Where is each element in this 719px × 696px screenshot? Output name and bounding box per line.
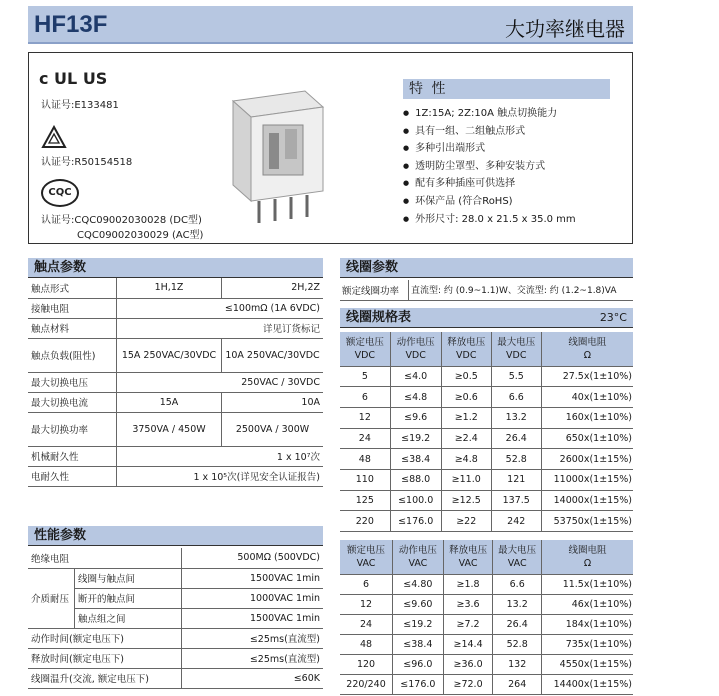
column-header: 动作电压 VAC [393,540,444,574]
table-header-row [340,332,633,366]
table-cell: ≥4.8 [441,449,491,470]
table-row [28,548,323,568]
table-cell: 6.6 [493,574,541,594]
table-row [340,511,633,532]
table-cell: 120 [340,654,393,674]
row-label: 机械耐久性 [28,446,117,466]
table-row [340,280,633,300]
feature-item: ● 1Z:15A; 2Z:10A 触点切换能力 [403,105,576,123]
feature-item: ● 多种引出端形式 [403,140,576,158]
row-value: ≤60K [182,668,324,688]
table-cell: 48 [340,449,390,470]
table-row [340,634,633,654]
table-cell: 110 [340,469,390,490]
row-value: ≤25ms(直流型) [182,648,324,668]
table-cell: ≥12.5 [441,490,491,511]
row-label: 最大切换功率 [28,412,117,446]
table-cell: 125 [340,490,390,511]
table-cell: ≥7.2 [443,614,493,634]
test-temperature: 23°C [599,311,627,324]
table-cell: 11.5x(1±10%) [541,574,633,594]
coil-params-title: 线圈参数 [340,258,633,278]
value-2z: 2500VA / 300W [222,412,324,446]
table-row [340,594,633,614]
value-1z: 15A [117,392,222,412]
table-cell: ≤176.0 [390,511,441,532]
tuv-triangle-icon [41,125,67,149]
table-cell: 14000x(1±15%) [541,490,633,511]
sub-label: 线圈与触点间 [75,568,182,588]
table-cell: 40x(1±10%) [541,387,633,408]
contact-params-table [28,278,323,487]
table-cell: ≥0.5 [441,366,491,387]
table-cell: ≥1.2 [441,407,491,428]
column-header: 释放电压 VAC [443,540,493,574]
table-row [28,372,323,392]
table-cell: 242 [491,511,541,532]
row-value: 详见订货标记 [117,318,324,338]
row-value: 250VAC / 30VDC [117,372,324,392]
table-row [28,298,323,318]
feature-item: ● 具有一组、二组触点形式 [403,123,576,141]
table-row [340,366,633,387]
table-cell: 132 [493,654,541,674]
table-cell: 735x(1±10%) [541,634,633,654]
table-cell: ≥3.6 [443,594,493,614]
table-cell: 650x(1±10%) [541,428,633,449]
row-value: 1500VAC 1min [182,608,324,628]
row-label: 额定线圈功率 [340,280,409,300]
table-cell: 6 [340,574,393,594]
row-label: 释放时间(额定电压下) [28,648,182,668]
table-row [28,628,323,648]
row-label: 最大切换电流 [28,392,117,412]
table-cell: 160x(1±10%) [541,407,633,428]
table-cell: 5 [340,366,390,387]
value-1z: 1H,1Z [117,278,222,298]
table-cell: 26.4 [491,428,541,449]
feature-item: ● 外形尺寸: 28.0 x 21.5 x 35.0 mm [403,211,576,229]
row-label: 最大切换电压 [28,372,117,392]
table-cell: 13.2 [491,407,541,428]
value-1z: 3750VA / 450W [117,412,222,446]
table-cell: 220 [340,511,390,532]
table-row [28,318,323,338]
row-label: 介质耐压 [28,568,75,628]
table-row [340,407,633,428]
row-value: 1500VAC 1min [182,568,324,588]
table-row [28,466,323,486]
column-header: 额定电压 VAC [340,540,393,574]
table-cell: ≥11.0 [441,469,491,490]
table-row [28,446,323,466]
table-row [28,568,323,588]
table-cell: 5.5 [491,366,541,387]
table-cell: ≥72.0 [443,674,493,694]
table-cell: ≤176.0 [393,674,444,694]
row-label: 接触电阻 [28,298,117,318]
table-row [28,412,323,446]
table-cell: ≥22 [441,511,491,532]
table-row [340,469,633,490]
row-label: 触点材料 [28,318,117,338]
relay-product-image [215,81,331,231]
table-row [28,648,323,668]
table-row [340,449,633,470]
table-row [340,574,633,594]
table-cell: 6.6 [491,387,541,408]
table-cell: 26.4 [493,614,541,634]
table-cell: 52.8 [491,449,541,470]
table-cell: ≤19.2 [393,614,444,634]
table-cell: 11000x(1±15%) [541,469,633,490]
table-cell: 12 [340,407,390,428]
column-header: 最大电压 VDC [491,332,541,366]
feature-item: ● 环保产品 (符合RoHS) [403,193,576,211]
ul-cert-number: 认证号:E133481 [41,100,119,111]
value-2z: 2H,2Z [222,278,324,298]
table-cell: ≥0.6 [441,387,491,408]
table-row [340,490,633,511]
row-label: 线圈温升(交流, 额定电压下) [28,668,182,688]
row-value: ≤100mΩ (1A 6VDC) [117,298,324,318]
coil-spec-title-text: 线圈规格表 [346,310,412,325]
model-name: HF13F [34,11,108,38]
column-header: 额定电压 VDC [340,332,390,366]
sub-label: 触点组之间 [75,608,182,628]
table-cell: ≤96.0 [393,654,444,674]
row-value: 500MΩ (500VDC) [182,548,324,568]
row-label: 动作时间(额定电压下) [28,628,182,648]
row-value: 1 x 10⁷次 [117,446,324,466]
table-row [28,338,323,372]
performance-params-title: 性能参数 [28,526,323,546]
table-row [340,674,633,694]
row-label: 电耐久性 [28,466,117,486]
table-cell: 6 [340,387,390,408]
table-cell: ≤9.6 [390,407,441,428]
table-cell: ≥36.0 [443,654,493,674]
cqc-cert-number-ac: CQC09002030029 (AC型) [77,230,204,241]
coil-spec-dc-table [340,332,633,532]
table-cell: 24 [340,614,393,634]
table-cell: 13.2 [493,594,541,614]
table-cell: 14400x(1±15%) [541,674,633,694]
table-cell: ≤9.60 [393,594,444,614]
table-cell: ≤4.8 [390,387,441,408]
column-header: 动作电压 VDC [390,332,441,366]
row-label: 触点形式 [28,278,117,298]
value-2z: 10A 250VAC/30VDC [222,338,324,372]
table-cell: 121 [491,469,541,490]
value-2z: 10A [222,392,324,412]
row-value: 1 x 10⁵次(详见安全认证报告) [117,466,324,486]
row-value: ≤25ms(直流型) [182,628,324,648]
table-cell: 4550x(1±15%) [541,654,633,674]
cqc-logo: CQC [41,179,79,207]
table-cell: 220/240 [340,674,393,694]
feature-item: ● 透明防尘罩型、多种安装方式 [403,158,576,176]
column-header: 最大电压 VAC [493,540,541,574]
table-cell: ≤4.0 [390,366,441,387]
table-cell: 53750x(1±15%) [541,511,633,532]
value-1z: 15A 250VAC/30VDC [117,338,222,372]
sub-label: 断开的触点间 [75,588,182,608]
column-header: 线圈电阻 Ω [541,332,633,366]
table-row [28,278,323,298]
table-cell: 137.5 [491,490,541,511]
table-cell: ≤4.80 [393,574,444,594]
table-cell: 27.5x(1±10%) [541,366,633,387]
table-cell: 46x(1±10%) [541,594,633,614]
column-header: 释放电压 VDC [441,332,491,366]
contact-params-title: 触点参数 [28,258,323,278]
table-cell: ≤88.0 [390,469,441,490]
ul-logo: c UL US [39,69,108,88]
table-row [340,654,633,674]
table-cell: 184x(1±10%) [541,614,633,634]
table-cell: 2600x(1±15%) [541,449,633,470]
table-cell: ≥1.8 [443,574,493,594]
table-cell: 48 [340,634,393,654]
table-cell: ≥14.4 [443,634,493,654]
table-cell: ≤100.0 [390,490,441,511]
performance-params-table [28,548,323,689]
table-cell: 24 [340,428,390,449]
coil-power-table [340,280,633,301]
row-label: 绝缘电阻 [28,548,182,568]
table-cell: 52.8 [493,634,541,654]
column-header: 线圈电阻 Ω [541,540,633,574]
table-row [28,668,323,688]
tuv-cert-number: 认证号:R50154518 [41,157,133,168]
table-cell: 264 [493,674,541,694]
row-label: 触点负载(阻性) [28,338,117,372]
coil-spec-title [340,308,633,328]
row-value: 1000VAC 1min [182,588,324,608]
table-cell: ≤38.4 [390,449,441,470]
cqc-cert-number-dc: 认证号:CQC09002030028 (DC型) [41,215,202,226]
table-row [340,387,633,408]
row-value: 直流型: 约 (0.9~1.1)W、交流型: 约 (1.2~1.8)VA [409,280,634,300]
table-row [28,392,323,412]
table-cell: 12 [340,594,393,614]
title-bar [28,6,633,44]
table-header-row [340,540,633,574]
features-title: 特 性 [403,79,610,99]
table-cell: ≥2.4 [441,428,491,449]
features-list [403,105,576,228]
table-row [340,614,633,634]
table-cell: ≤38.4 [393,634,444,654]
feature-item: ● 配有多种插座可供选择 [403,175,576,193]
table-cell: ≤19.2 [390,428,441,449]
product-category: 大功率继电器 [505,17,625,41]
overview-box [28,52,633,244]
coil-spec-ac-table [340,540,633,695]
table-row [340,428,633,449]
